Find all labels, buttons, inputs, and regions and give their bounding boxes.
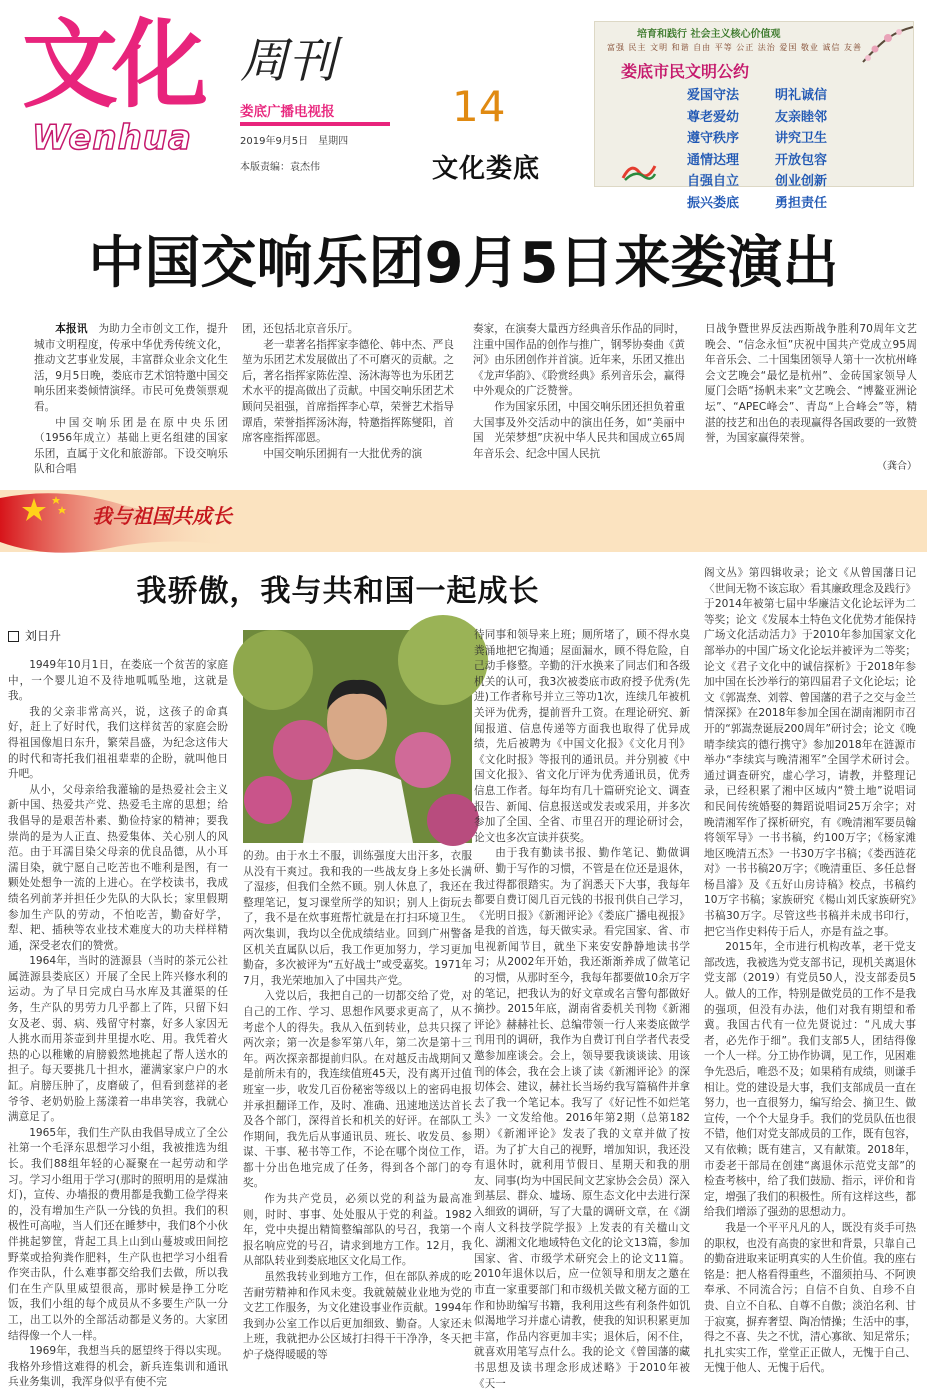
core-values: 富强 民主 文明 和谐 自由 平等 公正 法治 爱国 敬业 诚信 友善: [607, 43, 862, 52]
convention-item: 振兴娄底: [687, 195, 740, 211]
article1-column-3: [473, 322, 685, 472]
article2-column-3: [474, 628, 690, 1388]
author-photo: [243, 630, 472, 843]
article1-para: 中国交响乐团是在原中央乐团（1956年成立）基础上更名组建的国家乐团，直属于文化和旅游部。下设交响乐队和合唱: [34, 416, 228, 476]
section-title: 文化娄底: [432, 154, 541, 184]
article2-column-2: [243, 849, 472, 1388]
article2-para: 的劲。由于水土不服，训练强度大出汗多，衣服从没有干爽过。我和我的一些战友身上多处长满了湿疹，但我们全然不顾。别人休息了，我还在整理笔记，复习课堂所学的知识；别人上街玩去了，我不是在炊事班帮忙就是在打扫环境卫生。两次集训，我均以全优成绩结业。回到广州警备区机关直属队以后，我工作更加努力，学习更加勤奋，多次被评为“五好战士”或受嘉奖。1971年7月，我光荣地加入了中国共产党。: [243, 850, 472, 987]
article2-para: 作为共产党员，必须以党的利益为最高准则，时时、事事、处处服从于党的利益。1982年，党中央提出精简整编部队的号召，我第一个报名响应党的号召，请求到地方工作。12月，我从部队转业到娄底地区文化局工作。: [243, 1193, 472, 1268]
civic-convention-box: [594, 21, 914, 211]
article2-column-4: [704, 566, 916, 1388]
masthead-logo: [22, 8, 232, 158]
convention-item: 创业创新: [775, 174, 828, 189]
convention-item: 爱国守法: [687, 88, 740, 103]
brand-cn: 文化: [22, 8, 202, 121]
convention-item: 明礼诚信: [775, 88, 828, 103]
convention-title: 娄底市民文明公约: [621, 62, 750, 81]
article1-column-4: [705, 322, 917, 472]
article2-byline: [8, 627, 61, 644]
article2-para: 我的父亲非常高兴，说，这孩子的命真好，赶上了好时代，我们这样贫苦的家庭会盼得祖国像旭日东升，繁荣昌盛，为纪念这伟大的时代和寄托我们祖祖辈辈的企盼，就叫他日升吧。: [8, 705, 228, 781]
convention-item: 通情达理: [687, 152, 740, 168]
article1-column-1: [34, 322, 229, 476]
convention-item: 讲究卫生: [775, 131, 828, 146]
article2-para: 1969年，我想当兵的愿望终于得以实现。我格外珍惜这难得的机会，新兵连集训和通讯兵业务集训，我浑身似乎有使不完: [8, 1345, 228, 1389]
article2-para: 1965年，我们生产队由我倡导成立了全公社第一个毛泽东思想学习小组，我被推选为组长。我们88组年轻的心凝聚在一起劳动和学习。学习小组用于学习(那时的照明用的是煤油灯)，宣传、办墙报的费用都是我勤工俭学得来的，没有增加生产队一分钱的负担。我们的积极性可高啦，当人们还在睡梦中，我们8个小伙伴挑起箩筐，背起工具上山到山蔓坡或田间挖野菜或拾狗粪作肥料，生产队也把学习小组看作突击队，什么难事都交给我们去做，所以我们在生产队里威望很高，那时候是挣工分吃饭，我们小组的每个成员从不多要生产队一分工，出工以外的全部活动都是义务的。大家团结得像一个人一样。: [8, 1126, 228, 1342]
convention-item: 自强自立: [687, 174, 740, 189]
weekly-label: 周刊: [240, 33, 337, 89]
issue-date: 2019年9月5日 星期四: [240, 136, 349, 147]
article2-para: 从小，父母亲给我灌输的是热爱社会主义新中国、热爱共产党、热爱毛主席的思想；给我倡导的是艰苦朴素、勤俭持家的精神；要我崇尚的是为人正直、热爱集体、关心别人的风范。由于耳濡目染父母亲的优良品德，从小耳濡目染，就宁愿自己吃苦也不唯利是图，有一颗处处想争一流的上进心。在学校读书，我成绩名列前茅并担任少先队的大队长；家里假期参加生产队的劳动，不怕吃苦，勤奋好学，犁、耙、插秧等农业技术难度大的功夫样样精通，深受老农们的赞赏。: [8, 783, 228, 952]
article2-para: 待同事和领导来上班；厕所堵了，顾不得水臭粪涌地把它掏通；屋面漏水，顾不得危险，自己动手修整。辛勤的汗水换来了同志们和各级机关的认可，我3次被娄底市政府授予优秀(先进)工作者称号并立三等功1次，连续几年被机关评为优秀，提前晋升工资。在理论研究、新闻报道、信息传递等方面我也取得了优异成绩，先后被聘为《中国文化报》《文化月刊》《文化时报》等报刊的通讯员。并分别被《中国文化报》、省文化厅评为优秀通讯员，优秀信息工作者。每年均有几十篇研究论文、调查报告、新闻、信息报送或发表或采用，并多次参加了全国、全省、市里召开的理论研讨会，论文也多次宣读并获奖。: [474, 629, 690, 844]
article2-column-1: [8, 658, 228, 1388]
article1-column-2: [242, 322, 454, 472]
banner-title: 我与祖国共成长: [92, 504, 232, 528]
page-number: 14: [452, 82, 506, 131]
main-headline: 中国交响乐团9月5日来娄演出: [88, 231, 839, 296]
author-portrait-icon: [243, 630, 472, 843]
article1-para: 老一辈著名指挥家李德伦、韩中杰、严良堃为乐团艺术发展做出了不可磨灭的贡献。之后，著名指挥家陈佐湟、汤沐海等也为乐团艺术水平的提高做出了贡献。中国交响乐团艺术顾问吴祖强，首席指挥李心草，荣誉艺术指导谭盾，荣誉指挥汤沐海，特邀指挥陈燮阳，首席客座指挥邵恩。: [242, 338, 454, 445]
article1-lead: 本报讯: [55, 323, 88, 335]
article2-author: 刘日升: [25, 629, 62, 643]
convention-items: [687, 84, 887, 213]
page-editor: 本版责编：袁杰伟: [240, 162, 320, 173]
convention-item: 尊老爱幼: [687, 109, 740, 125]
article1-para: 日战争暨世界反法西斯战争胜利70周年文艺晚会、“信念永恒”庆祝中国共产党成立95周年音乐会、二十国集团领导人第十一次杭州峰会文艺晚会“最忆是杭州”、金砖国家领导人厦门会晤“扬帆未来”文艺晚会、“博鳌亚洲论坛”、“APEC峰会”、青岛“上合峰会”等，精湛的技艺和出色的表现赢得各国政要的一致赞誉，为国家赢得荣誉。: [705, 323, 917, 445]
article2-para: 阁文丛》第四辑收录；论文《从曾国藩日记〈世间无物不该忘取〉看其廉政理念及践行》于2014年被第七届中华廉洁文化论坛评为二等奖；论文《发展本土特色文化优势才能保持广场文化活动活力》于2010年参加国家文化部举办的中国广场文化论坛并被评为二等奖；论文《君子文化中的诚信探析》于2018年参加中国在长沙举行的第四届君子文化论坛；论文《郭嵩焘、刘蓉、曾国藩的君子之交与金兰情深探》在2018年参加全国在湖南湘阴市召开的“郭嵩焘诞辰200周年”研讨会；论文《晚晴李续宾的德行携守》参加2018年在涟源市举办“李续宾与晚清湘军”全国学术研讨会。通过调查研究，虚心学习，请教，并整理记录，已经积累了湘中区域内“赞土地”说唱词和民间传统婚娶的舞蹈说唱词25万余字；对晚清湘军作了探析研究，有《晚清湘军要员翰将领军导》一书书稿，约100万字；《杨家滩地区晚清五杰》一书30万字书稿；《娄西涟花对》一书书稿20万字；《晚清重臣、多任总督杨昌濬》及《五好山房诗稿》校点，书稿约10万字书稿；家族研究《楊山刘氏家族研究》书稿30万字。尽管这些书稿并未成书印行，把它当作史料传于后人，亦是有益之事。: [704, 567, 916, 938]
article1-para: 团，还包括北京音乐厅。: [242, 323, 359, 335]
byline-box-icon: [8, 631, 19, 642]
convention-item: 开放包容: [775, 152, 828, 168]
article2-para: 我是一个平平凡凡的人，既没有炎手可热的职权，也没有高贵的家世和背景，只靠自己的勤奋进取来证明真实的人生价值。我的座右铭是：把人格看得重些，不溜须拍马、不阿谀奉承、不同流合污；自信不自负、自珍不自贵、自立不自私、自尊不自傲；淡泊名利、甘于寂寞，摒弃奢望、陶冶情操；生活中的事，得之不喜、失之不忧，清心寡欲、知足常乐；扎扎实实工作，堂堂正正做人，无愧于自己、无愧于他人、无愧于后代。: [704, 1221, 916, 1375]
article2-para: 2015年，全市进行机构改革，老干党支部改选，我被选为党支部书记，现机关离退休党支部（2019）有党员50人，没支部委员5人。做人的工作，特别是做党员的工作不是我的强项，但没有办法，他们对我有期望和希冀。我国古代有一位先贤说过：“凡成大事者，必先作于细”。我们支部5人，团结得像一个人一样。分工协作协调，见工作，见困难争先恐后，唯恐不及；如果稍有成绩，则谦手相让。党的建设是大事，我们支部成员一直在努力，也一直很努力，编写给会、摘卫生、做宣传，一个个大显身手。我们的党员队伍也很不错，他们对党支部成员的工作，既有包容，又有依赖；既有建言，又有献策。2018年，市委老干部局在创建“离退休示范党支部”的检查考核中，给了我们鼓励、指示，评价和肯定，增强了我们的积极性。所有这样这些，都给我们增添了强劲的思想动力。: [704, 941, 916, 1219]
convention-item: 友亲睦邻: [775, 109, 828, 125]
brand-latin: Wenhua: [32, 118, 192, 158]
article1-author: （龚合）: [873, 457, 917, 472]
masthead-rule: [240, 122, 390, 126]
article1-para: 中国交响乐团拥有一大批优秀的演: [263, 447, 423, 460]
article2-title: 我骄傲，我与共和国一起成长: [136, 574, 540, 609]
article2-para: 1949年10月1日，在娄底一个贫苦的家庭中，一个婴儿迫不及待地呱呱坠地，这就是我。: [8, 659, 228, 703]
article1-para: 作为国家乐团，中国交响乐团还担负着重大国事及外交活动中的演出任务，如“美丽中国 光荣梦想”庆祝中华人民共和国成立65周年音乐会、纪念中国人民抗: [473, 400, 685, 460]
convention-item: 勇担责任: [775, 195, 828, 211]
convention-slogan: 培育和践行 社会主义核心价值观: [637, 29, 781, 40]
convention-item: 遵守秩序: [687, 131, 740, 146]
article2-para: 由于我有勤读书报、勤作笔记、勤做调研、勤于写作的习惯，不管是在位还是退休，我过得都很踏实。为了润悉天下大事，我每年都要自费订阅几百元钱的书报刊供自己学习，《光明日报》《新湘评论》《娄底广播电视报》是我的首选，每天做实录。看完国家、省、市电视新闻节目，就坐下来安安静静地读书学习；从2002年开始，我还渐渐养成了做笔记的习惯，从那时至今，我每年都要做10余万字的笔记，把我认为的好文章或名言警句都做好摘抄。2015年底，湖南省委机关刊物《新湘评论》赫赫社长、总编带领一行人来娄底做学刊用刊的调研，我作为自费订刊自学者代表受邀参加座谈会。会上，领导要我谈谈读、用该刊的体会，我在会上谈了读《新湘评论》的深切体会、建议，赫社长当场约我写篇稿件并拿去了我一个笔记本。我写了《好记性不如烂笔头》一文发给他。2016年第2期（总第182期）《新湘评论》发表了我的文章并做了按语。为了扩大自己的视野，增加知识，我还没有退休时，就利用节假日、星期天和我的朋友、同事(均为中国民间文艺家协会会员）深入到基层、群众、墟场、原生态文化中去进行深入细致的调研，写了大量的调研文章，在《湖南人文科技学院学报》上发表的有关楹山文化、湖湘文化地域特色文化的论文13篇，参加国家、省、市级学术研究会上的论文11篇。2010年退休以后，应一位领导和朋友之邀在市直一家重要部门和市级机关做文秘方面的工作和协助编写书籍，我利用这些有利条件如饥似渴地学习并虚心请教，使我的知识积累更加丰富，作品内容更加丰实；退休后，闲不住，就喜欢用笔写点什么。我的论文《曾国藩的藏书思想及读书理念形成述略》于2010年被《天一: [474, 847, 691, 1390]
article1-para: 奏家，在演奏大量西方经典音乐作品的同时，注重中国作品的创作与推广，钢琴协奏曲《黄河》由乐团创作并首演。近年来，乐团又推出《龙声华韵》、《聆赏经典》系列音乐会，赢得中外观众的广泛赞誉。: [473, 323, 685, 398]
article2-para: 入党以后，我把自己的一切都交给了党，对自己的工作、学习、思想作风要求更高了，从不考虑个人的得失。我从入伍到转业，总共只探了两次亲；第一次是参军第八年，第二次是第十三年。两次探亲都提前归队。在对越反击战期间又是前所未有的，我连续值班45天，没有离开过值班室一步，收发几百份秘密等级以上的密码电报并承担翻译工作，及时、准确、迅速地送达首长及各个部门，深得首长和机关的好评。在部队工作期间，我先后从事通讯员、班长、收发员、参谋、干事、秘书等工作，不论在哪个岗位工作，都十分出色地完成了任务，得到各个部门的夸奖。: [243, 990, 472, 1190]
article2-para: 虽然我转业到地方工作，但在部队养成的吃苦耐劳精神和作风未变。我就兢兢业业地为党的文艺工作服务，为文化建设事业作贡献。1994年我到办公室工作以后更加细致、勤奋。人家还未上班，我就把办公区域打扫得干干净净，冬天把炉子烧得暖暖的等: [243, 1271, 472, 1361]
civic-logo-icon: [621, 160, 657, 182]
column-banner: [0, 490, 927, 552]
paper-name: 娄底广播电视报: [240, 104, 335, 120]
article2-para: 1964年，当时的涟源县（当时的茶元公社属涟源县娄底区）开展了全民上阵兴修水利的运动。为了早日完成白马水库及其灌渠的任务，生产队的男劳力几乎都上了阵，只留下妇女及老、弱、病、残留守村寨，好多人家因无人挑水而用茶壶到井里提水吃、用。我凭着火热的心以稚嫩的肩膀毅然地挑起了帮人送水的担子。每天要挑几十担水，灌满家家户户的水缸。肩膀压肿了，皮磨破了，但看到慈祥的老爷爷、老奶奶脸上荡漾着一串串笑容，我就心满意足了。: [8, 955, 228, 1124]
article1-para: 为助力全市创文工作，提升城市文明程度，传承中华优秀传统文化，推动文艺事业发展，丰富群众业余文化生活，9月5日晚，娄底市艺术馆特邀中国交响乐团来娄倾情演绎。市民可免费领票观看。: [34, 323, 229, 413]
